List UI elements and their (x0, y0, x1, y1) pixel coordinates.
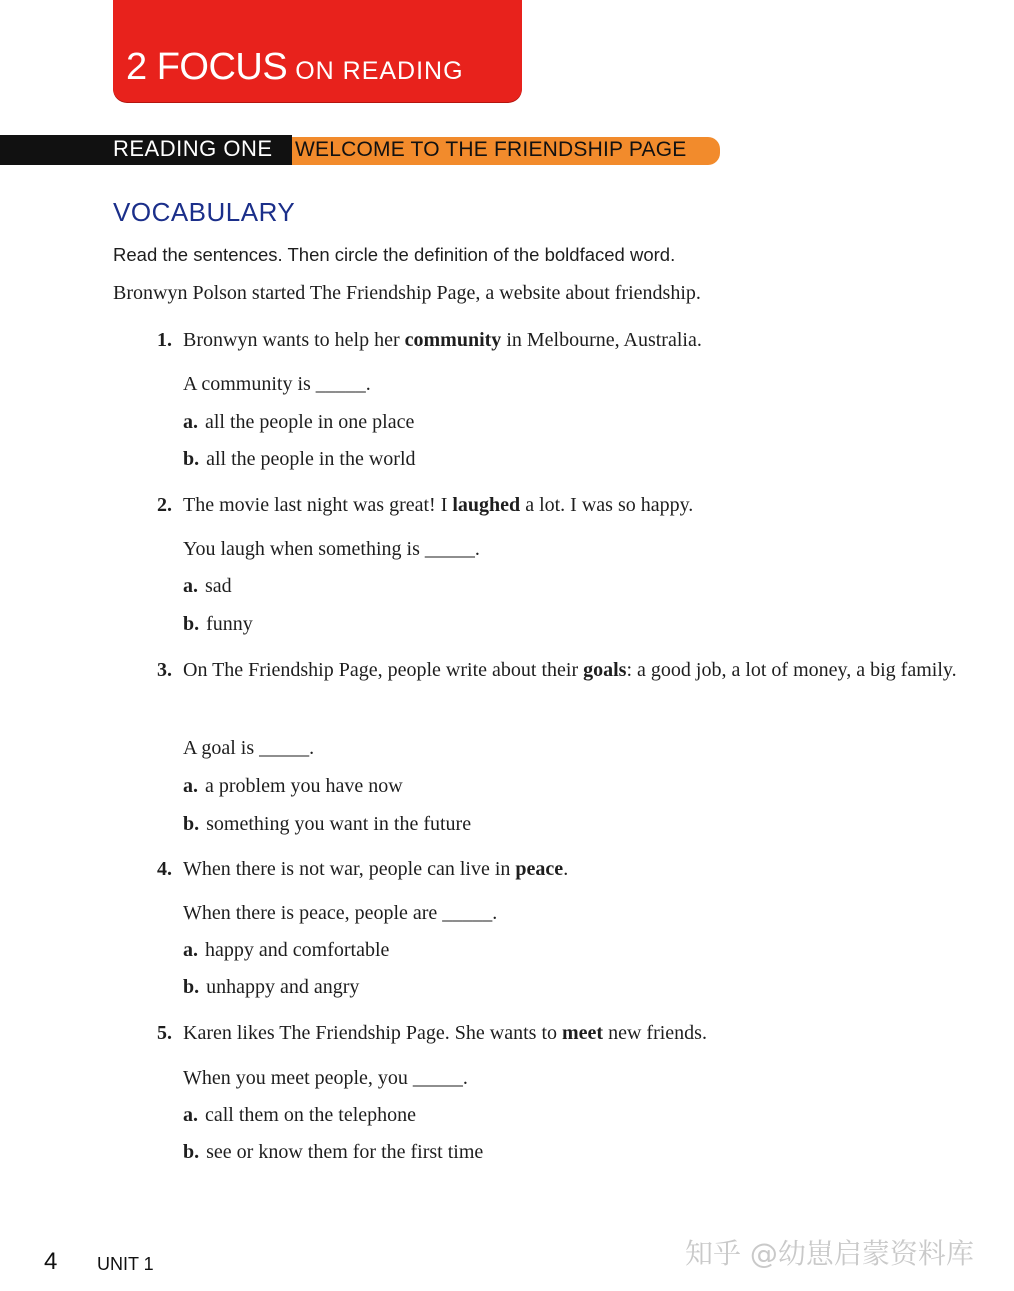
unit-label: UNIT 1 (97, 1254, 154, 1274)
page-number: 4 (44, 1248, 58, 1275)
item-prompt: When you meet people, you _____. (183, 1067, 468, 1089)
option-a[interactable]: a. happy and comfortable (183, 939, 390, 961)
focus-sub-label: ON READING (295, 57, 464, 85)
reading-title: WELCOME TO THE FRIENDSHIP PAGE (295, 138, 687, 161)
vocab-item-5 (157, 1017, 967, 1163)
vocabulary-heading: VOCABULARY (113, 197, 296, 227)
item-sentence: The movie last night was great! I laughed a lot. I was so happy. (183, 494, 694, 516)
option-a[interactable]: a. call them on the telephone (183, 1104, 417, 1126)
vocab-item-4 (157, 853, 967, 998)
focus-main-label: 2 FOCUS (126, 46, 288, 88)
focus-section-title (126, 46, 464, 89)
item-number: 2. (157, 494, 172, 516)
boldfaced-word: peace (515, 858, 564, 880)
vocab-item-1 (157, 324, 967, 470)
item-sentence: On The Friendship Page, people write about their goals: a good job, a lot of money, a big family. (183, 659, 957, 681)
vocab-item-3 (157, 654, 967, 835)
item-sentence: When there is not war, people can live in peace. (183, 858, 569, 880)
option-b[interactable]: b. all the people in the world (183, 448, 416, 470)
item-prompt: A goal is _____. (183, 737, 315, 759)
option-b[interactable]: b. funny (183, 613, 253, 635)
item-sentence: Bronwyn wants to help her community in Melbourne, Australia. (183, 329, 702, 351)
item-prompt: A community is _____. (183, 373, 371, 395)
option-b[interactable]: b. unhappy and angry (183, 976, 360, 998)
option-a[interactable]: a. sad (183, 575, 232, 597)
option-b[interactable]: b. something you want in the future (183, 813, 472, 835)
option-a[interactable]: a. a problem you have now (183, 775, 403, 797)
instructions-text: Read the sentences. Then circle the definition of the boldfaced word. (113, 244, 676, 265)
item-number: 1. (157, 329, 172, 351)
option-b[interactable]: b. see or know them for the first time (183, 1141, 484, 1163)
item-prompt: When there is peace, people are _____. (183, 902, 498, 924)
watermark-text: 知乎 @幼崽启蒙资料库 (685, 1237, 974, 1270)
vocab-item-2 (157, 489, 967, 635)
reading-one-label: READING ONE (113, 136, 273, 161)
item-number: 3. (157, 659, 172, 681)
item-sentence: Karen likes The Friendship Page. She wants to meet new friends. (183, 1022, 707, 1044)
option-a[interactable]: a. all the people in one place (183, 411, 415, 433)
boldfaced-word: meet (562, 1022, 604, 1044)
boldfaced-word: goals (583, 659, 627, 681)
intro-text: Bronwyn Polson started The Friendship Page, a website about friendship. (113, 282, 701, 304)
item-number: 5. (157, 1022, 172, 1044)
item-prompt: You laugh when something is _____. (183, 538, 480, 560)
item-number: 4. (157, 858, 172, 880)
boldfaced-word: community (404, 329, 502, 351)
boldfaced-word: laughed (452, 494, 521, 516)
